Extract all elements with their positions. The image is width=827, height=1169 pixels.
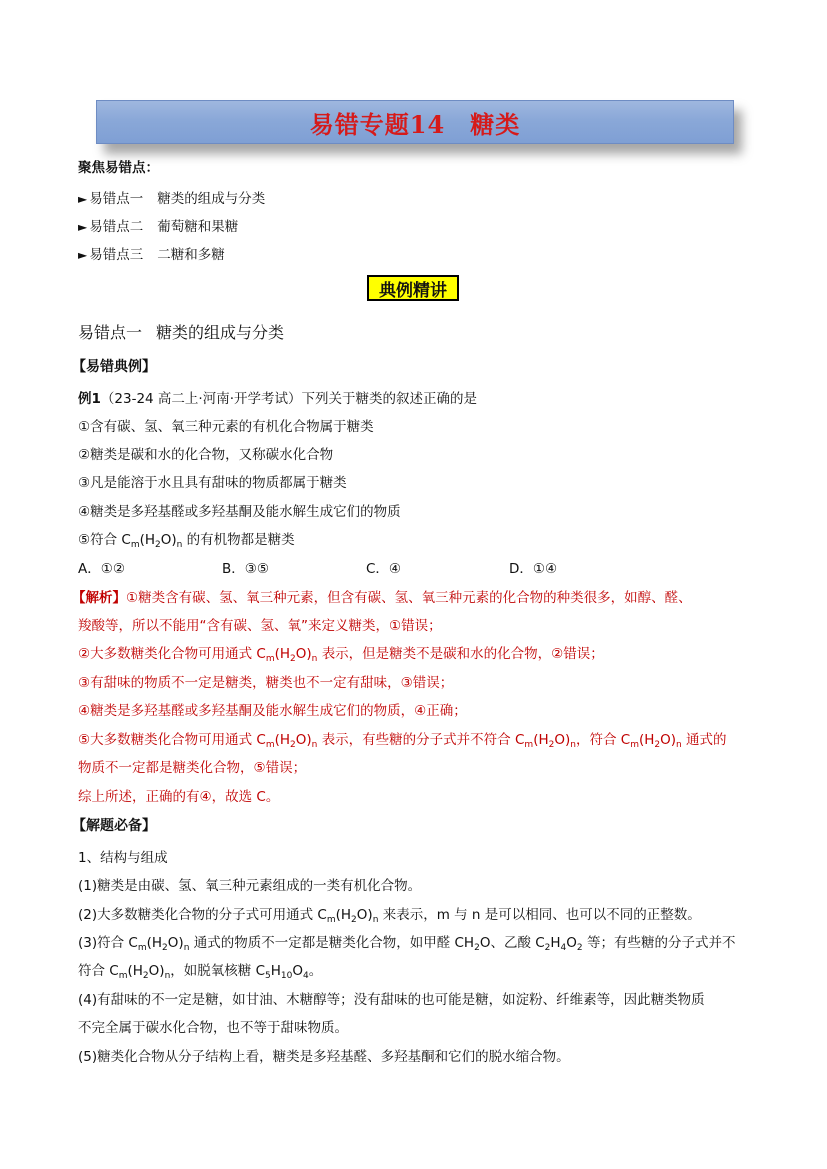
example-label: 例1: [78, 391, 101, 407]
option-d: D．①④: [509, 561, 558, 577]
option-a: A．①②: [78, 561, 125, 577]
example-item-5: ⑤符合 $C_m(H_2O)_n$ 的有机物都是糖类: [78, 532, 295, 550]
focus-point-1: ► 易错点一 糖类的组成与分类: [78, 191, 266, 207]
triangle-icon: ►: [78, 220, 88, 234]
example-stem: 例1（23-24 高二上·河南·开学考试）下列关于糖类的叙述正确的是: [78, 391, 478, 407]
analysis-line-4: ③有甜味的物质不一定是糖类，糖类也不一定有甜味，③错误；: [78, 675, 454, 691]
analysis-line-3: ②大多数糖类化合物可用通式 $C_m(H_2O)_n$ 表示，但是糖类不是碳和水的化合物，②错误；: [78, 646, 604, 664]
analysis-line-1: 【解析】①糖类含有碳、氢、氧三种元素，但含有碳、氢、氧三种元素的化合物的种类很多，如醇、醛、: [72, 590, 692, 606]
analysis-line-8: 综上所述，正确的有④，故选 C。: [78, 789, 280, 805]
tag-need: 【解题必备】: [72, 818, 156, 834]
section-label-box: 典例精讲: [367, 275, 459, 301]
triangle-icon: ►: [78, 248, 88, 262]
option-c: C．④: [366, 561, 402, 577]
page-title: 易错专题14 糖类: [309, 109, 521, 139]
need-p4: (4)有甜味的不一定是糖，如甘油、木糖醇等；没有甜味的也可能是糖，如淀粉、纤维素等，因此糖类物质: [78, 992, 705, 1008]
title-banner: [96, 100, 734, 144]
focus-point-3: ► 易错点三 二糖和多糖: [78, 247, 225, 263]
need-p2: (2)大多数糖类化合物的分子式可用通式 $C_m(H_2O)_n$ 来表示，m 与 n 是可以相同、也可以不同的正整数。: [78, 907, 701, 925]
focus-heading: 聚焦易错点：: [78, 160, 159, 176]
example-item-3: ③凡是能溶于水且具有甜味的物质都属于糖类: [78, 475, 347, 491]
need-p5: (5)糖类化合物从分子结构上看，糖类是多羟基醛、多羟基酮和它们的脱水缩合物。: [78, 1049, 570, 1065]
example-item-1: ①含有碳、氢、氧三种元素的有机化合物属于糖类: [78, 419, 374, 435]
need-p1: (1)糖类是由碳、氢、氧三种元素组成的一类有机化合物。: [78, 878, 422, 894]
analysis-line-2: 羧酸等，所以不能用“含有碳、氢、氧”来定义糖类，①错误；: [78, 618, 442, 634]
example-item-2: ②糖类是碳和水的化合物，又称碳水化合物: [78, 447, 334, 463]
analysis-line-5: ④糖类是多羟基醛或多羟基酮及能水解生成它们的物质，④正确；: [78, 703, 467, 719]
section-heading: 易错点一 糖类的组成与分类: [78, 323, 285, 342]
analysis-line-6: ⑤大多数糖类化合物可用通式 $C_m(H_2O)_n$ 表示，有些糖的分子式并不符合 $C_m(H_2O)_n$，符合 $C_m(H_2O)_n$ 通式的: [78, 732, 727, 750]
analysis-line-7: 物质不一定都是糖类化合物，⑤错误；: [78, 760, 307, 776]
analysis-label: 【解析】: [72, 590, 126, 606]
need-p3-cont: 符合 $C_m(H_2O)_n$，如脱氧核糖 $C_5H_{10}O_4$。: [78, 963, 323, 981]
need-p3: (3)符合 $C_m(H_2O)_n$ 通式的物质不一定都是糖类化合物，如甲醛 $CH_2O$、乙酸 $C_2H_4O_2$ 等；有些糖的分子式并不: [78, 935, 736, 953]
tag-example: 【易错典例】: [72, 359, 156, 375]
example-item-4: ④糖类是多羟基醛或多羟基酮及能水解生成它们的物质: [78, 504, 401, 520]
need-p4-cont: 不完全属于碳水化合物，也不等于甜味物质。: [78, 1020, 348, 1036]
triangle-icon: ►: [78, 192, 88, 206]
option-b: B．③⑤: [222, 561, 269, 577]
focus-point-2: ► 易错点二 葡萄糖和果糖: [78, 219, 239, 235]
need-heading: 1、结构与组成: [78, 850, 168, 866]
